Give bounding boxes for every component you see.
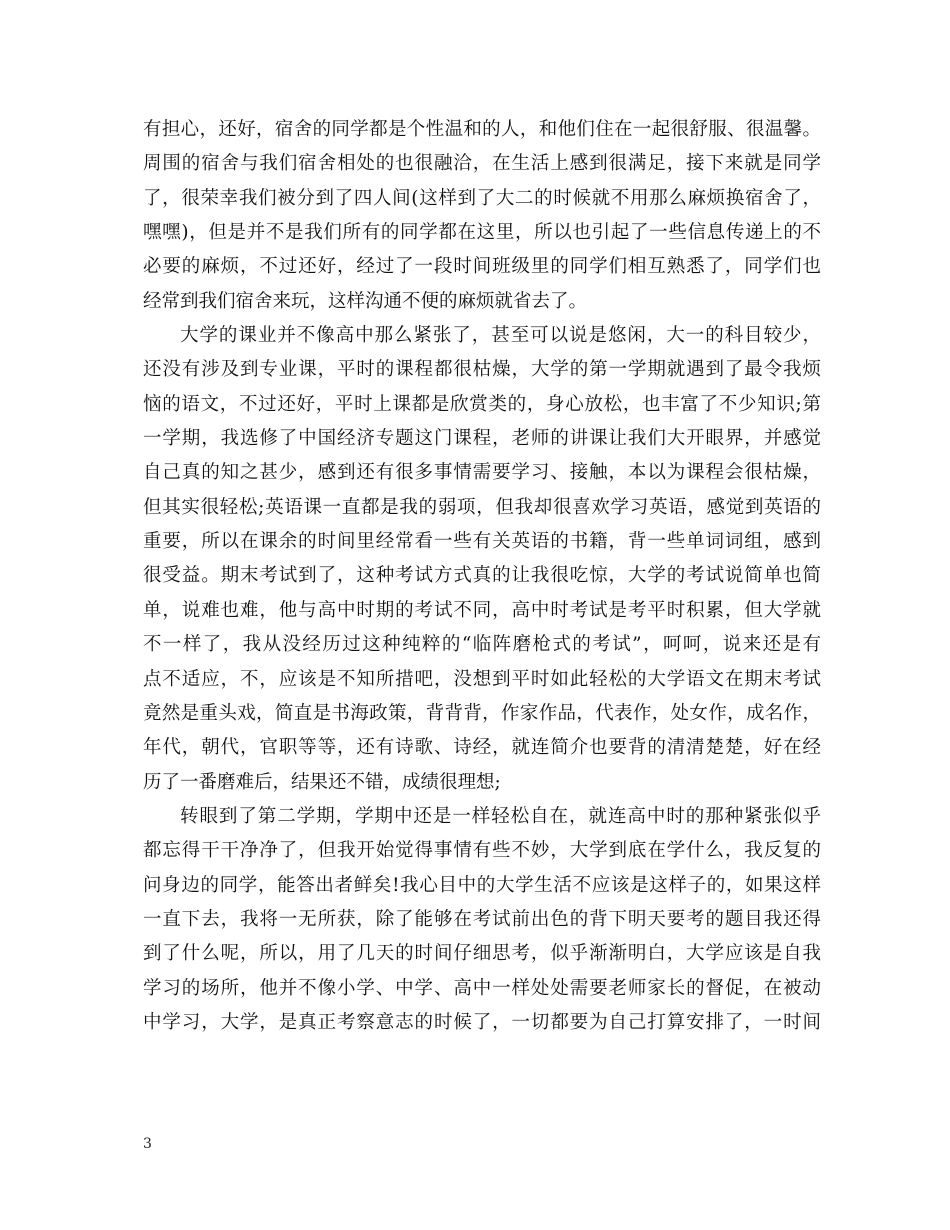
text-line: 必要的麻烦，不过还好，经过了一段时间班级里的同学们相互熟悉了，同学们也 (143, 256, 821, 278)
text-line: 一直下去，我将一无所获，除了能够在考试前出色的背下明天要考的题目我还得 (143, 908, 821, 930)
paragraph-first-line: 大学的课业并不像高中那么紧张了，甚至可以说是悠闲，大一的科目较少， (180, 325, 821, 347)
text-line: 历了一番磨难后，结果还不错，成绩很理想; (143, 771, 501, 793)
text-line: 嘿嘿)，但是并不是我们所有的同学都在这里，所以也引起了一些信息传递上的不 (143, 222, 821, 244)
text-line: 自己真的知之甚少，感到还有很多事情需要学习、接触，本以为课程会很枯燥， (143, 462, 821, 484)
text-line: 问身边的同学，能答出者鲜矣!我心目中的大学生活不应该是这样子的，如果这样 (143, 874, 821, 896)
text-line: 中学习，大学，是真正考察意志的时候了，一切都要为自己打算安排了，一时间 (143, 1011, 821, 1033)
text-line: 学习的场所，他并不像小学、中学、高中一样处处需要老师家长的督促，在被动 (143, 977, 821, 999)
text-line: 不一样了，我从没经历过这种纯粹的“临阵磨枪式的考试”，呵呵，说来还是有 (143, 634, 821, 656)
text-line: 点不适应，不，应该是不知所措吧，没想到平时如此轻松的大学语文在期末考试 (143, 668, 821, 690)
text-line: 到了什么呢，所以，用了几天的时间仔细思考，似乎渐渐明白，大学应该是自我 (143, 943, 821, 965)
text-line: 重要，所以在课余的时间里经常看一些有关英语的书籍，背一些单词词组，感到 (143, 531, 821, 553)
text-line: 但其实很轻松;英语课一直都是我的弱项，但我却很喜欢学习英语，感觉到英语的 (143, 496, 821, 518)
text-line: 单，说难也难，他与高中时期的考试不同，高中时考试是考平时积累，但大学就 (143, 599, 821, 621)
text-line: 恼的语文，不过还好，平时上课都是欣赏类的，身心放松，也丰富了不少知识;第 (143, 393, 821, 415)
text-line: 都忘得干干净净了，但我开始觉得事情有些不妙，大学到底在学什么，我反复的 (143, 840, 821, 862)
paragraph-first-line: 转眼到了第二学期，学期中还是一样轻松自在，就连高中时的那种紧张似乎 (180, 805, 821, 827)
text-line: 有担心，还好，宿舍的同学都是个性温和的人，和他们住在一起很舒服、很温馨。 (143, 119, 821, 140)
text-line: 一学期，我选修了中国经济专题这门课程，老师的讲课让我们大开眼界，并感觉 (143, 428, 821, 450)
text-line: 竟然是重头戏，简直是书海政策，背背背，作家作品，代表作，处女作，成名作， (143, 702, 821, 724)
text-line: 年代，朝代，官职等等，还有诗歌、诗经，就连简介也要背的清清楚楚，好在经 (143, 737, 821, 759)
text-line: 了，很荣幸我们被分到了四人间(这样到了大二的时候就不用那么麻烦换宿舍了， (143, 187, 821, 209)
text-line: 经常到我们宿舍来玩，这样沟通不便的麻烦就省去了。 (143, 290, 588, 312)
text-line: 还没有涉及到专业课，平时的课程都很枯燥，大学的第一学期就遇到了最令我烦 (143, 359, 821, 381)
page-number: 3 (143, 1136, 152, 1152)
text-line: 周围的宿舍与我们宿舍相处的也很融洽，在生活上感到很满足，接下来就是同学 (143, 153, 821, 175)
text-line: 很受益。期末考试到了，这种考试方式真的让我很吃惊，大学的考试说简单也简 (143, 565, 821, 587)
body-text (143, 113, 821, 1040)
